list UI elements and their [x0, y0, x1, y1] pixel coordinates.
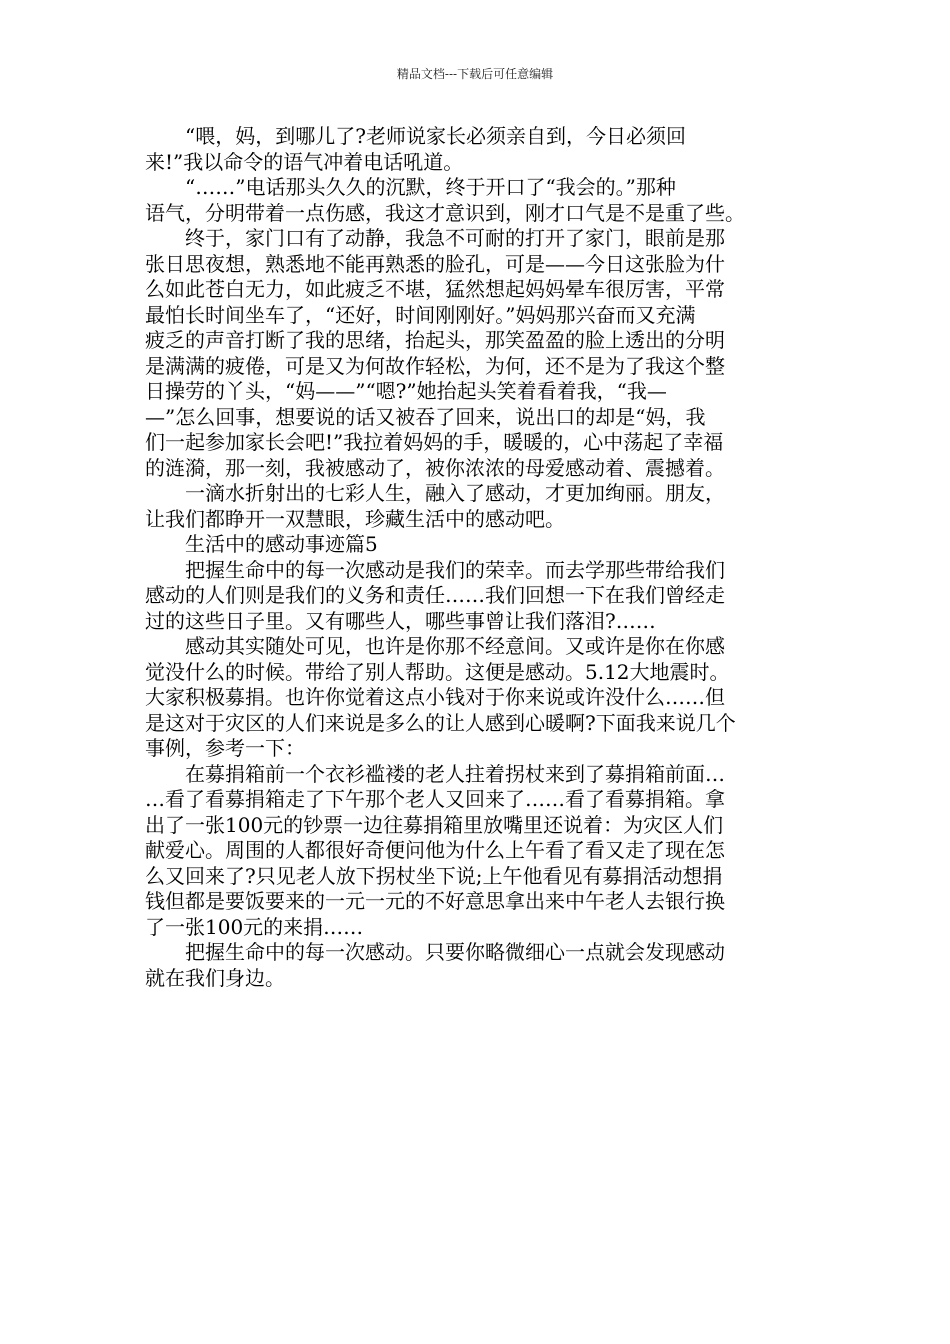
page-header: 精品文档---下载后可任意编辑 — [396, 67, 554, 81]
text-line: 感动其实随处可见，也许是你那不经意间。又或许是你在你感 — [145, 634, 725, 658]
text-line: 觉没什么的时候。带给了别人帮助。这便是感动。5.12大地震时。 — [145, 659, 730, 684]
text-line: 就在我们身边。 — [145, 965, 285, 990]
text-line: 让我们都睁开一双慧眼，珍藏生活中的感动吧。 — [145, 506, 565, 531]
text-line: 语气，分明带着一点伤感，我这才意识到，刚才口气是不是重了些。 — [145, 200, 745, 225]
text-line: 最怕长时间坐车了，“还好，时间刚刚好。”妈妈那兴奋而又充满 — [145, 302, 696, 327]
text-line: 一滴水折射出的七彩人生，融入了感动，才更加绚丽。朋友， — [145, 481, 725, 505]
document-body — [145, 124, 805, 991]
text-line: 钱但都是要饭要来的一元一元的不好意思拿出来中午老人去银行换 — [145, 889, 725, 913]
text-line: “……”电话那头久久的沉默，终于开口了“我会的。”那种 — [145, 175, 676, 199]
text-line: 是满满的疲倦，可是又为何故作轻松，为何，还不是为了我这个整 — [145, 353, 725, 378]
text-line: 在募捐箱前一个衣衫褴褛的老人拄着拐杖来到了募捐箱前面… — [145, 761, 725, 786]
text-line: 日操劳的丫头，“妈——”“嗯?”她抬起头笑着看着我，“我— — [145, 379, 667, 403]
text-line: “喂，妈，到哪儿了?老师说家长必须亲自到，今日必须回 — [145, 124, 686, 148]
text-line: 疲乏的声音打断了我的思绪，抬起头，那笑盈盈的脸上透出的分明 — [145, 328, 725, 352]
text-line: 了一张100元的来捐…… — [145, 914, 364, 939]
text-line: 大家积极募捐。也许你觉着这点小钱对于你来说或许没什么……但 — [145, 685, 725, 709]
text-line: 感动的人们则是我们的义务和责任……我们回想一下在我们曾经走 — [145, 583, 725, 607]
text-line: 是这对于灾区的人们来说是多么的让人感到心暖啊?下面我来说几个 — [145, 710, 736, 735]
text-line: 事例，参考一下： — [145, 736, 305, 760]
text-line: 来!”我以命令的语气冲着电话吼道。 — [145, 149, 464, 174]
text-line: 出了一张100元的钞票一边往募捐箱里放嘴里还说着：为灾区人们 — [145, 812, 724, 837]
text-line: 把握生命中的每一次感动是我们的荣幸。而去学那些带给我们 — [145, 557, 725, 582]
text-line: 过的这些日子里。又有哪些人，哪些事曾让我们落泪?…… — [145, 608, 656, 633]
text-line: 把握生命中的每一次感动。只要你略微细心一点就会发现感动 — [145, 940, 725, 964]
text-line: 生活中的感动事迹篇5 — [145, 532, 378, 556]
text-line: 的涟漪，那一刻，我被感动了，被你浓浓的母爱感动着、震撼着。 — [145, 455, 725, 480]
text-line: 么又回来了?只见老人放下拐杖坐下说;上午他看见有募捐活动想捐 — [145, 863, 723, 888]
text-line: 张日思夜想，熟悉地不能再熟悉的脸孔，可是——今日这张脸为什 — [145, 251, 725, 276]
text-line: 么如此苍白无力，如此疲乏不堪，猛然想起妈妈晕车很厉害，平常 — [145, 277, 725, 301]
text-line: 们一起参加家长会吧!”我拉着妈妈的手，暖暖的，心中荡起了幸福 — [145, 430, 724, 454]
text-line: 终于，家门口有了动静，我急不可耐的打开了家门，眼前是那 — [145, 226, 725, 250]
text-line: —”怎么回事，想要说的话又被吞了回来，说出口的却是“妈，我 — [145, 404, 706, 429]
text-line: 献爱心。周围的人都很好奇便问他为什么上午看了看又走了现在怎 — [145, 838, 725, 862]
text-line: …看了看募捐箱走了下午那个老人又回来了……看了看募捐箱。拿 — [145, 787, 725, 811]
